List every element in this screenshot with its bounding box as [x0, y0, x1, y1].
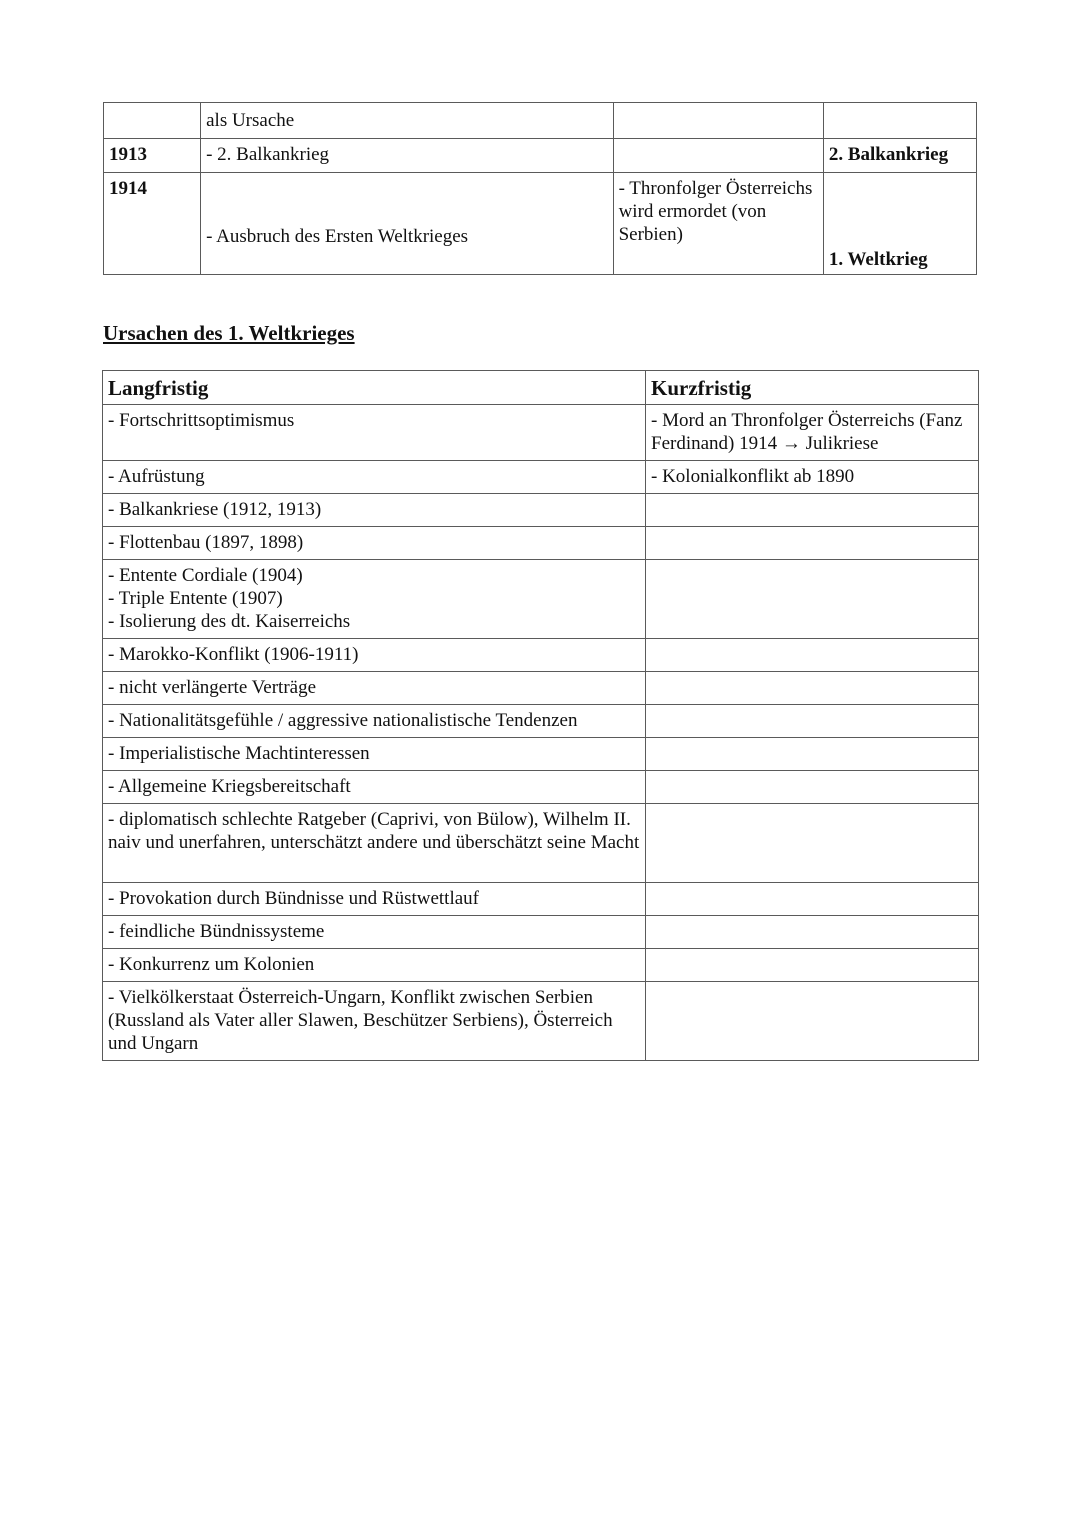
cause-long: - diplomatisch schlechte Ratgeber (Caprivi, von Bülow), Wilhelm II. naiv und unerfahren, unterschätzt andere und überschätzt seine Macht	[103, 804, 646, 883]
cause-long: - Entente Cordiale (1904) - Triple Entente (1907) - Isolierung des dt. Kaiserreichs	[103, 560, 646, 639]
cause-short	[646, 949, 979, 982]
cause-short	[646, 771, 979, 804]
table-row	[103, 461, 979, 494]
table-row	[103, 527, 979, 560]
timeline-year: 1914	[104, 173, 201, 275]
table-row	[103, 982, 979, 1061]
causes-header-row	[103, 371, 979, 405]
timeline-row	[104, 173, 977, 275]
timeline-event-cell	[201, 173, 613, 275]
table-row	[103, 883, 979, 916]
table-row	[103, 672, 979, 705]
table-row	[103, 560, 979, 639]
table-row	[103, 494, 979, 527]
table-row	[103, 771, 979, 804]
cause-long: - Marokko-Konflikt (1906-1911)	[103, 639, 646, 672]
table-row	[103, 639, 979, 672]
timeline-event: - Ausbruch des Ersten Weltkrieges	[206, 226, 469, 247]
cause-short: - Mord an Thronfolger Österreichs (Fanz Ferdinand) 1914 → Julikriese	[646, 405, 979, 461]
cause-short	[646, 916, 979, 949]
cause-short	[646, 705, 979, 738]
timeline-label: 1. Weltkrieg	[828, 249, 928, 270]
cause-long: - Balkankriese (1912, 1913)	[103, 494, 646, 527]
cause-short	[646, 494, 979, 527]
table-row	[103, 804, 979, 883]
section-heading: Ursachen des 1. Weltkrieges	[103, 321, 355, 345]
table-row	[103, 916, 979, 949]
cause-long: - Nationalitätsgefühle / aggressive nationalistische Tendenzen	[103, 705, 646, 738]
table-row	[103, 949, 979, 982]
timeline-year	[104, 103, 201, 139]
cause-long: - nicht verlängerte Verträge	[103, 672, 646, 705]
timeline-table	[103, 102, 977, 275]
cause-short	[646, 672, 979, 705]
cause-long: - Provokation durch Bündnisse und Rüstwettlauf	[103, 883, 646, 916]
cause-short	[646, 804, 979, 883]
timeline-event: - 2. Balkankrieg	[201, 139, 613, 173]
table-row	[103, 705, 979, 738]
causes-table	[102, 370, 979, 1061]
timeline-label-cell	[823, 173, 976, 275]
cause-long: - Fortschrittsoptimismus	[103, 405, 646, 461]
cause-short	[646, 738, 979, 771]
table-row	[103, 405, 979, 461]
cause-short	[646, 527, 979, 560]
cause-short: - Kolonialkonflikt ab 1890	[646, 461, 979, 494]
cause-long: - Vielkölkerstaat Österreich-Ungarn, Konflikt zwischen Serbien (Russland als Vater aller Slawen, Beschützer Serbiens), Österreich und Ungarn	[103, 982, 646, 1061]
column-header-short: Kurzfristig	[646, 371, 979, 405]
timeline-row	[104, 139, 977, 173]
timeline-note	[613, 139, 823, 173]
cause-long: - Imperialistische Machtinteressen	[103, 738, 646, 771]
cause-short	[646, 639, 979, 672]
cause-long: - Konkurrenz um Kolonien	[103, 949, 646, 982]
timeline-row	[104, 103, 977, 139]
cause-long: - Flottenbau (1897, 1898)	[103, 527, 646, 560]
cause-short	[646, 560, 979, 639]
timeline-note: - Thronfolger Österreichs wird ermordet (von Serbien)	[613, 173, 823, 275]
cause-long: - Aufrüstung	[103, 461, 646, 494]
cause-long: - feindliche Bündnissysteme	[103, 916, 646, 949]
cause-short	[646, 982, 979, 1061]
timeline-label: 2. Balkankrieg	[823, 139, 976, 173]
timeline-label	[823, 103, 976, 139]
column-header-long: Langfristig	[103, 371, 646, 405]
timeline-event: als Ursache	[201, 103, 613, 139]
cause-long: - Allgemeine Kriegsbereitschaft	[103, 771, 646, 804]
cause-short	[646, 883, 979, 916]
timeline-year: 1913	[104, 139, 201, 173]
timeline-note	[613, 103, 823, 139]
table-row	[103, 738, 979, 771]
